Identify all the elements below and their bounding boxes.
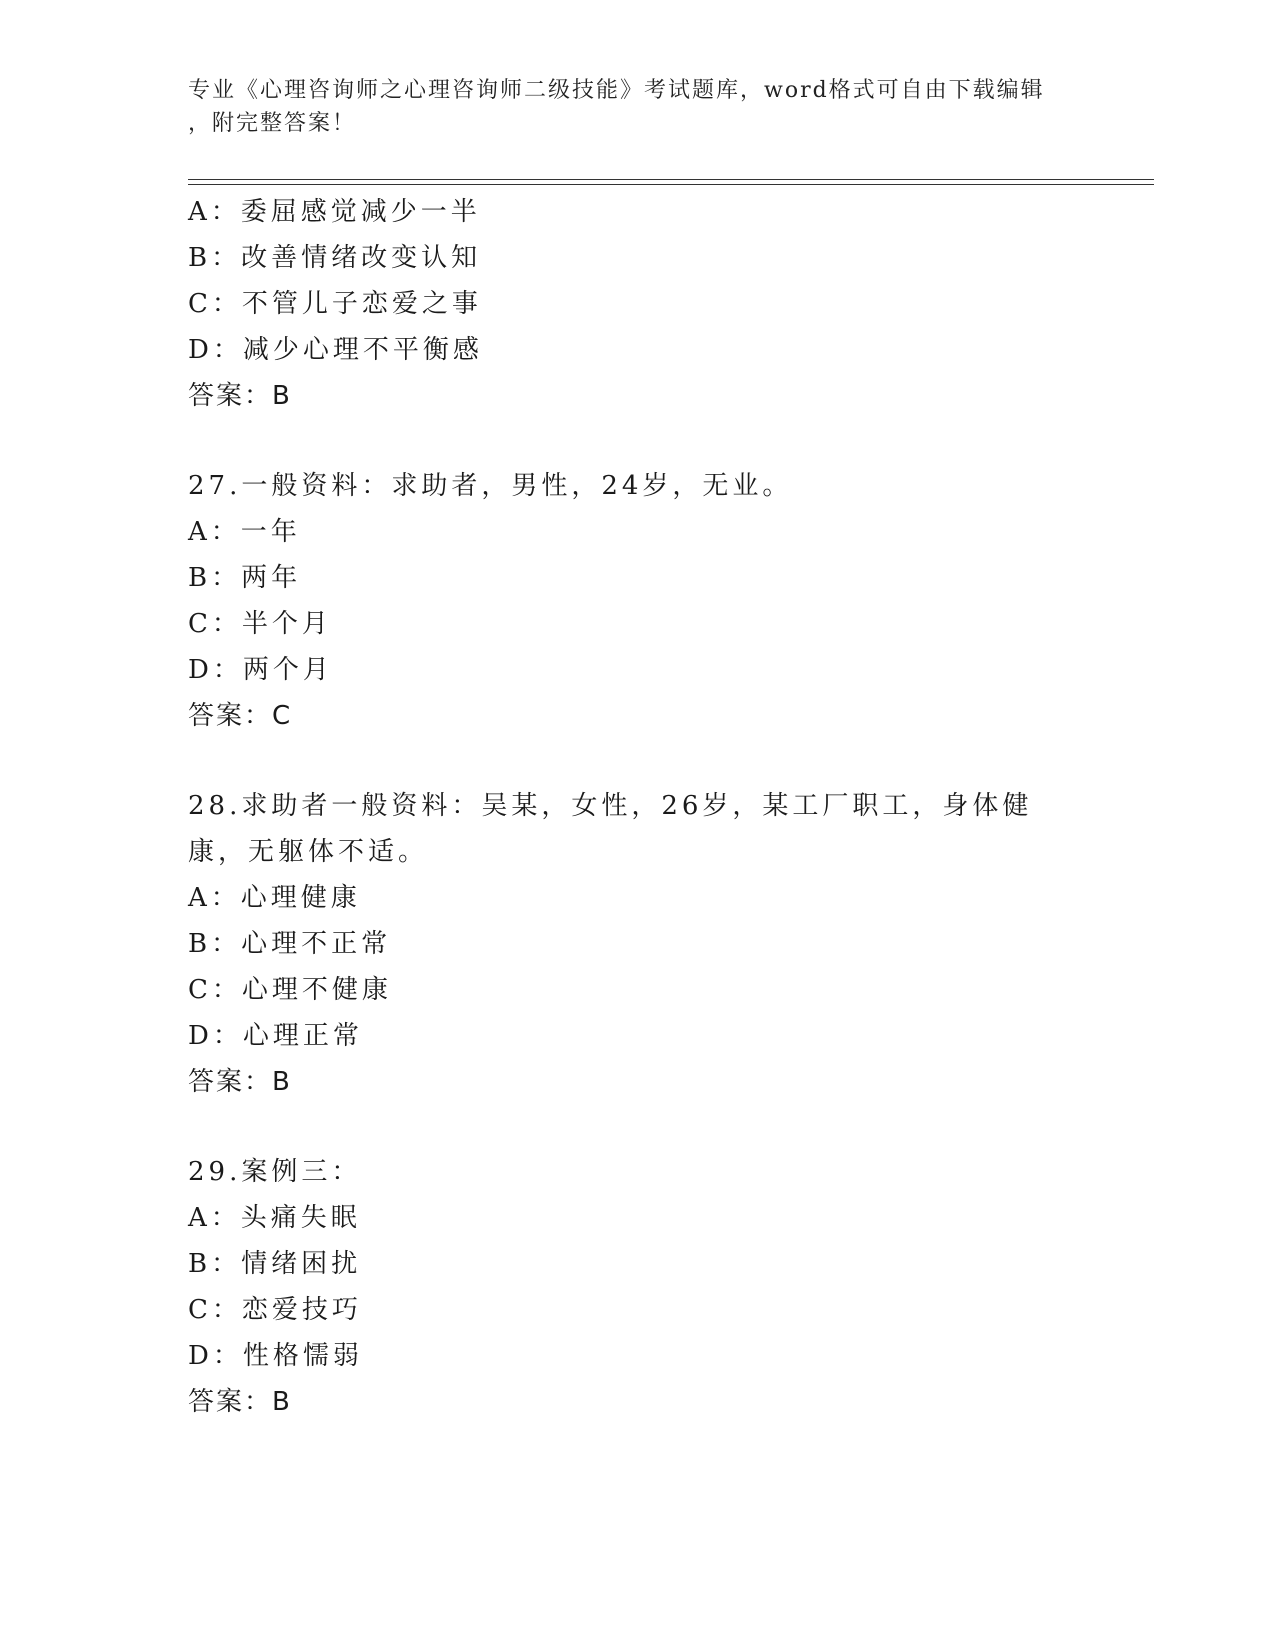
- document-header: [188, 74, 1068, 140]
- answer-line: 答案：B: [188, 1067, 292, 1097]
- spacer: [188, 739, 1088, 783]
- option-a: A：委屈感觉减少一半: [188, 197, 481, 227]
- answer-line: 答案：B: [188, 1387, 292, 1417]
- spacer: [188, 419, 1088, 463]
- question-block-27: [188, 463, 1088, 739]
- option-d: D：两个月: [188, 655, 333, 685]
- option-b: B：情绪困扰: [188, 1249, 362, 1279]
- option-c: C：恋爱技巧: [188, 1295, 362, 1325]
- header-divider-bottom: [188, 184, 1154, 185]
- answer-line: 答案：C: [188, 701, 293, 731]
- option-c: C：半个月: [188, 609, 332, 639]
- option-a: A：头痛失眠: [188, 1203, 361, 1233]
- question-stem: 28.求助者一般资料：吴某，女性，26岁，某工厂职工，身体健康，无躯体不适。: [188, 791, 1033, 867]
- option-c: C：心理不健康: [188, 975, 392, 1005]
- question-block-28: [188, 783, 1088, 1105]
- option-b: B：改善情绪改变认知: [188, 243, 482, 273]
- option-d: D：性格懦弱: [188, 1341, 363, 1371]
- option-d: D：心理正常: [188, 1021, 363, 1051]
- option-b: B：心理不正常: [188, 929, 392, 959]
- option-d: D：减少心理不平衡感: [188, 335, 483, 365]
- question-block-29: [188, 1149, 1088, 1425]
- question-stem: 29.案例三：: [188, 1157, 362, 1187]
- spacer: [188, 1105, 1088, 1149]
- header-line-2: ，附完整答案！: [188, 111, 357, 136]
- question-block-26: [188, 189, 1088, 419]
- answer-line: 答案：B: [188, 381, 292, 411]
- option-b: B：两年: [188, 563, 302, 593]
- option-a: A：心理健康: [188, 883, 361, 913]
- question-list: [188, 189, 1088, 1425]
- header-divider-top: [188, 179, 1154, 180]
- header-line-1: 专业《心理咨询师之心理咨询师二级技能》考试题库，word格式可自由下载编辑: [188, 78, 1045, 103]
- question-stem: 27.一般资料：求助者，男性，24岁，无业。: [188, 471, 793, 501]
- option-c: C：不管儿子恋爱之事: [188, 289, 482, 319]
- option-a: A：一年: [188, 517, 301, 547]
